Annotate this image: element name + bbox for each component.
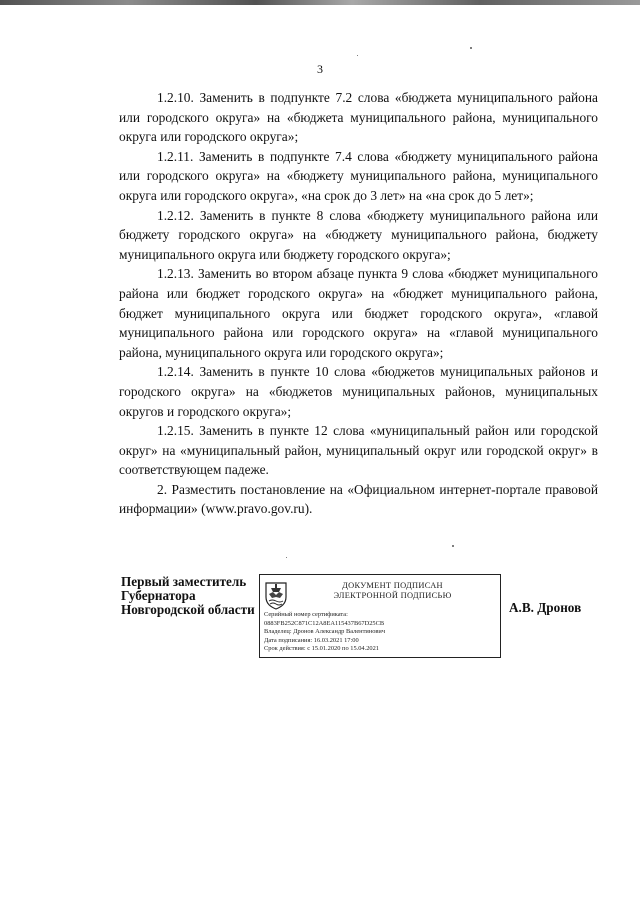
stamp-details (264, 611, 498, 654)
certificate-validity: Срок действия: с 15.01.2020 по 15.04.2021 (264, 645, 380, 653)
scan-speck (470, 47, 472, 49)
stamp-heading (290, 581, 495, 601)
signatory-name: А.В. Дронов (509, 600, 582, 615)
scan-edge-artifact (0, 0, 640, 5)
signing-date: Дата подписания: 16.03.2021 17:00 (264, 636, 359, 644)
certificate-owner: Владелец: Дронов Александр Валентинович (264, 628, 386, 636)
paragraph-1-2-14: 1.2.14. Заменить в пункте 10 слова «бюджетов муниципальных районов и городского округа» на «бюджетов муниципальных районов, муниципальных округов и городского округа»; (119, 364, 598, 419)
signatory-title (121, 575, 255, 617)
certificate-label: Серийный номер сертификата: (264, 611, 348, 618)
signatory-title-line: Новгородской области (121, 602, 255, 617)
scan-speck (286, 557, 287, 558)
signatory-title-line: Первый заместитель (121, 574, 247, 589)
certificate-number: 0883FB252C871C12A8EA115437B67D25CB (264, 619, 385, 627)
scan-speck (357, 55, 358, 56)
paragraph-1-2-10: 1.2.10. Заменить в подпункте 7.2 слова «бюджета муниципального района или городского округа» на «бюджета муниципального района, муниципального округа или городского округа»; (119, 90, 598, 145)
stamp-heading-line: ЭЛЕКТРОННОЙ ПОДПИСЬЮ (333, 591, 452, 600)
paragraph-1-2-15: 1.2.15. Заменить в пункте 12 слова «муниципальный район или городской округ» на «муниципальный район, муниципальный округ или городской округ» в соответствующем падеже. (119, 423, 598, 478)
novgorod-coat-of-arms-icon (264, 580, 288, 610)
signatory-title-line: Губернатора (121, 588, 196, 603)
paragraph-1-2-12: 1.2.12. Заменить в пункте 8 слова «бюджету муниципального района или бюджету городского округа» на «бюджету муниципального района, бюджету муниципального округа или бюджету городского округа»; (119, 207, 598, 262)
page-number: 3 (317, 62, 323, 76)
electronic-signature-stamp (259, 574, 501, 658)
document-body (119, 88, 598, 519)
paragraph-2: 2. Разместить постановление на «Официальном интернет-портале правовой информации» (www.pravo.gov.ru). (119, 481, 598, 517)
paragraph-1-2-11: 1.2.11. Заменить в подпункте 7.4 слова «бюджету муниципального района или городского округа» на «бюджету муниципального района, муниципального округа или городского округа», «на срок до 3 лет» на «на срок до 5 лет»; (119, 148, 598, 203)
paragraph-1-2-13: 1.2.13. Заменить во втором абзаце пункта 9 слова «бюджет муниципального района или бюджет городского округа» на «бюджет муниципального района, бюджет муниципального округа или бюджет городского округа», «главой муниципального района или городского округа» на «главой муниципального района, муниципального округа или городского округа»; (119, 266, 598, 360)
stamp-heading-line: ДОКУМЕНТ ПОДПИСАН (342, 581, 443, 590)
scan-speck (452, 545, 454, 547)
